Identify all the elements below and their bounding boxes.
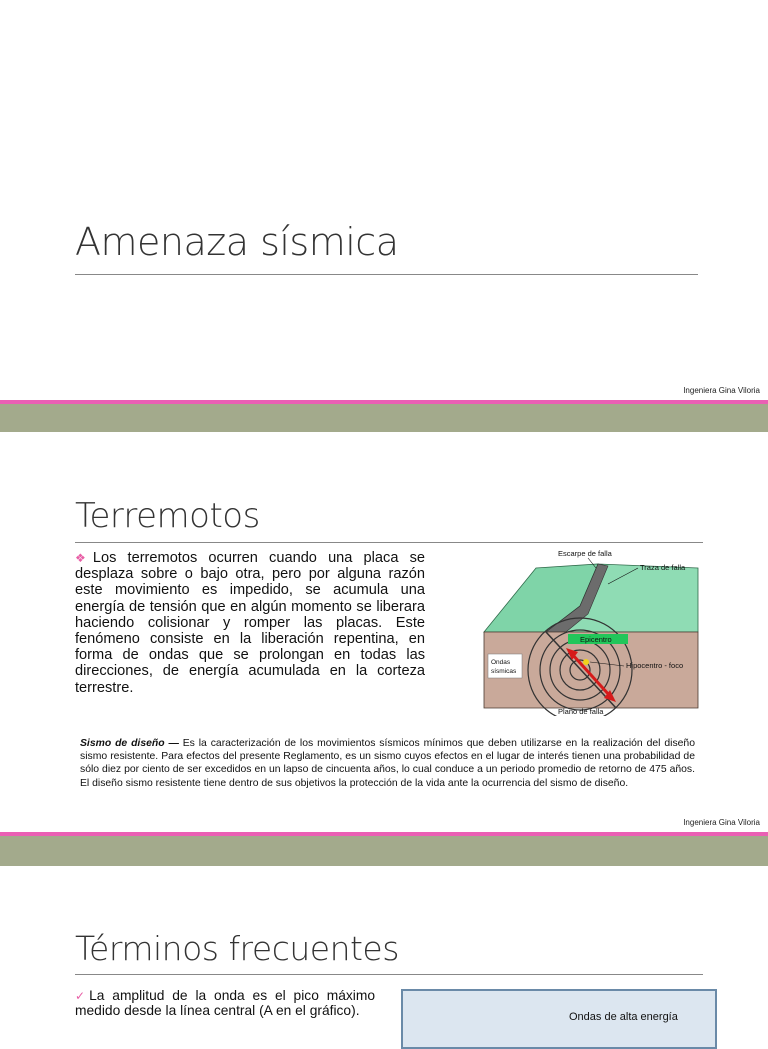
- title-rule: [75, 974, 703, 975]
- wave-diagram-box: [401, 989, 717, 1049]
- definition-term: Sismo de diseño —: [80, 738, 179, 749]
- label-traza: Traza de falla: [640, 563, 686, 572]
- title-rule: [75, 542, 703, 543]
- amplitud-text: La amplitud de la onda es el pico máximo medido desde la línea central (A en el gráfico).: [75, 988, 376, 1018]
- box-label: Ondas de alta energía: [569, 1011, 678, 1023]
- check-bullet-icon: ✓: [75, 989, 90, 1003]
- definition-text: Es la caracterización de los movimientos sísmicos mínimos que deben utilizarse en la realización del diseño sismo resistente. Para efectos del presente Reglamento, es un sismo cuyos efectos en el lugar de interés tienen una probabilidad de sólo diez por ciento de ser excedidos en un lapso de cincuenta años, lo cual conduce a un periodo promedio de retorno de 475 años. El diseño sismo resistente tiene dentro de sus objetivos la protección de la vida ante la ocurrencia del sismo de diseño.: [80, 738, 695, 789]
- label-ondas: Ondas: [491, 659, 511, 666]
- slide-divider: [0, 400, 768, 432]
- fault-diagram: [476, 544, 704, 716]
- label-sismicas: sísmicas: [491, 668, 517, 675]
- amplitud-paragraph: [75, 989, 375, 1018]
- author-credit: Ingeniera Gina Viloria: [683, 386, 760, 395]
- slide-2: [0, 432, 768, 832]
- slide-divider: [0, 832, 768, 866]
- title-rule: [75, 274, 698, 275]
- sismo-definition: [80, 737, 695, 790]
- slide-1-title: Amenaza sísmica: [75, 220, 399, 264]
- divider-green-band: [0, 836, 768, 866]
- label-plano: Plano de falla: [558, 707, 604, 716]
- label-escarpe: Escarpe de falla: [558, 549, 612, 558]
- terremotos-paragraph: [75, 550, 425, 696]
- diamond-bullet-icon: ❖: [75, 551, 93, 565]
- slide-2-title: Terremotos: [75, 496, 260, 536]
- slide-1: [0, 0, 768, 400]
- label-epicentro: Epicentro: [580, 635, 612, 644]
- divider-green-band: [0, 404, 768, 432]
- author-credit: Ingeniera Gina Viloria: [683, 818, 760, 827]
- label-hipocentro: Hipocentro - foco: [626, 661, 684, 670]
- terremotos-text: Los terremotos ocurren cuando una placa se desplaza sobre o bajo otra, pero por alguna razón este movimiento es impedido, se acumula una energía de tensión que en algún momento se liberara haciendo colisionar y romper las placas. Este fenómeno consiste en la liberación repentina, en forma de ondas que se prolongan en todas las direcciones, de energía acumulada en la corteza terrestre.: [75, 550, 425, 696]
- slide-3-title: Términos frecuentes: [75, 929, 399, 968]
